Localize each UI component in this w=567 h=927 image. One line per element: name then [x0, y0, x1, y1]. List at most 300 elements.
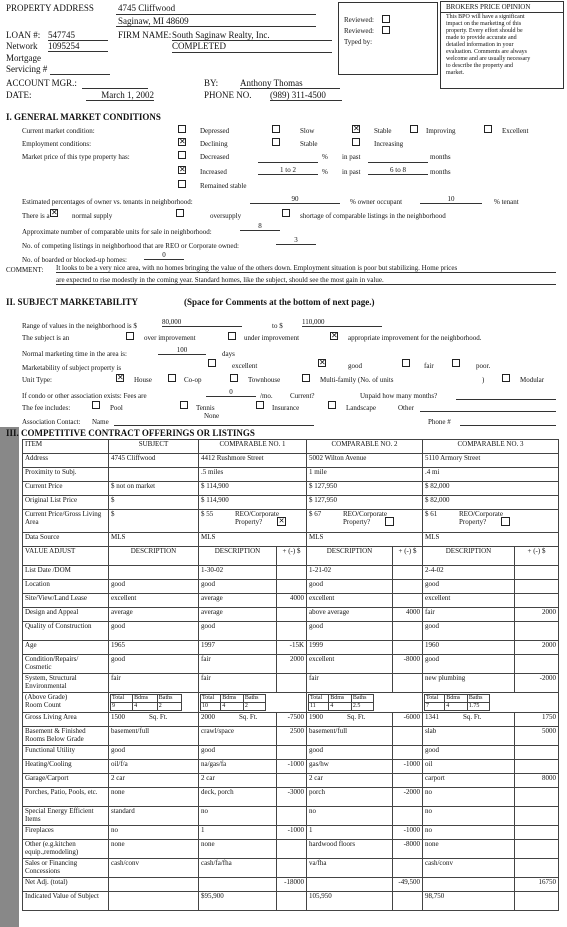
marketability-poor-label: poor.	[476, 362, 491, 370]
adjust-row-label: Porches, Patio, Pools, etc.	[23, 788, 109, 807]
by-value: Anthony Thomas	[240, 78, 340, 89]
multifamily-label: Multi-family (No. of units	[320, 376, 394, 384]
adjust-comp1-amount: 2500	[277, 727, 307, 746]
adjust-comp2-desc: 105,950	[307, 892, 393, 911]
loan-value: 547745	[48, 30, 108, 41]
appropriate-checkbox[interactable]: ✕	[331, 331, 338, 340]
table-row	[23, 608, 559, 622]
reo-corporate-checkbox[interactable]	[385, 517, 394, 526]
current-market-label: Current market condition:	[22, 127, 95, 135]
gla-label: Gross Living Area	[23, 713, 109, 727]
price-gla-value: $ 61	[425, 510, 438, 518]
adjust-comp3-desc: oil	[423, 760, 515, 774]
room-value: 1.75	[467, 703, 489, 711]
adjust-comp3-amount	[515, 840, 559, 859]
improving-checkbox[interactable]	[410, 125, 418, 133]
description-header-subject: DESCRIPTION	[109, 547, 199, 566]
adjust-comp2-desc: no	[307, 807, 393, 826]
gla-value-2	[307, 713, 393, 727]
assoc-phone-label: Phone #	[428, 418, 451, 426]
room-value: 4	[133, 703, 158, 711]
depressed-label: Depressed	[200, 127, 230, 135]
value-adjust-label: VALUE ADJUST	[23, 547, 109, 566]
reo-corporate-checkbox[interactable]: ✕	[278, 517, 285, 525]
adjust-comp3-amount: -2000	[515, 674, 559, 693]
original-price-comp3: $ 82,000	[423, 496, 559, 510]
adjust-comp1-desc: 1997	[199, 641, 277, 655]
address-subject: 4745 Cliffwood	[109, 454, 199, 468]
adjust-comp1-amount: -3000	[277, 788, 307, 807]
adjust-subject: good	[109, 622, 199, 641]
adjust-comp2-amount: 4000	[393, 608, 423, 622]
table-row	[23, 693, 559, 713]
comparable-units: 8	[240, 222, 280, 231]
adjust-comp2-amount: -2000	[393, 788, 423, 807]
reviewed-checkbox-1[interactable]	[382, 15, 390, 23]
bpo-notice-line: detailed information in your	[446, 42, 514, 48]
table-row	[23, 454, 559, 468]
adjust-subject: 2 car	[109, 774, 199, 788]
adjust-comp3-desc: no	[423, 788, 515, 807]
over-improvement-checkbox[interactable]	[126, 332, 134, 340]
adjust-comp2-desc: porch	[307, 788, 393, 807]
table-row	[23, 655, 559, 674]
gla-value-3	[423, 713, 515, 727]
adjust-comp2-desc: fair	[307, 674, 393, 693]
days-label: days	[222, 350, 235, 358]
adjust-comp2-amount	[393, 641, 423, 655]
shortage-label: shortage of comparable listings in the neighborhood	[300, 212, 446, 220]
declining-label: Declining	[200, 140, 228, 148]
table-row	[23, 547, 559, 566]
coop-label: Co-op	[184, 376, 202, 384]
landscape-label: Landscape	[346, 404, 376, 412]
table-row	[23, 892, 559, 911]
adjust-comp3-desc: 98,750	[423, 892, 515, 911]
adjust-comp3-desc: new plumbing	[423, 674, 515, 693]
table-row	[23, 746, 559, 760]
adjust-row-label: Quality of Construction	[23, 622, 109, 641]
typed-by-label: Typed by:	[344, 38, 373, 46]
adjust-comp1-desc: good	[199, 622, 277, 641]
date-value: March 1, 2002	[86, 90, 154, 101]
owner-pct: 90	[250, 195, 340, 204]
shortage-checkbox[interactable]	[282, 209, 290, 217]
adjust-comp1-amount	[277, 892, 307, 911]
current-label: Current?	[290, 392, 315, 400]
adjust-comp2-amount: -49,500	[393, 878, 423, 892]
room-header: Total	[111, 695, 133, 703]
adjust-comp1-amount: -1000	[277, 826, 307, 840]
increased-label: Increased	[200, 168, 227, 176]
gla-sqft-unit: Sq. Ft.	[149, 713, 168, 721]
reviewed-label-2: Reviewed:	[344, 27, 374, 35]
marketability-fair-checkbox[interactable]	[402, 359, 410, 367]
gla-sqft-number: 1500	[111, 713, 125, 721]
bpo-notice-line: evaluation. Comments are always	[446, 49, 527, 55]
townhouse-checkbox[interactable]	[230, 374, 238, 382]
pct-sign-1: %	[322, 153, 328, 161]
modular-label: Modular	[520, 376, 545, 384]
adjust-row-label: Special Energy Efficient Items	[23, 807, 109, 826]
gla-adj-2: -6000	[393, 713, 423, 727]
increased-checkbox[interactable]: ✕	[179, 165, 186, 174]
section2-heading: II. SUBJECT MARKETABILITY	[6, 297, 138, 307]
room-value: 2	[157, 703, 181, 711]
bpo-notice-line: made to provide accurate and	[446, 35, 517, 41]
excellent-checkbox[interactable]	[484, 125, 492, 133]
employment-stable-label: Stable	[300, 140, 318, 148]
unit-type-label: Unit Type:	[22, 376, 52, 384]
bpo-title: BROKERS PRICE OPINION	[446, 3, 531, 11]
room-header: Bdms	[221, 695, 244, 703]
table-row	[23, 727, 559, 746]
table-row	[23, 622, 559, 641]
adjust-comp3-desc: no	[423, 807, 515, 826]
adjust-subject: good	[109, 746, 199, 760]
table-row	[23, 826, 559, 840]
adj-header-comp2: + (-) $	[393, 547, 423, 566]
adjust-comp1-amount	[277, 859, 307, 878]
price-gla-value: $ 55	[201, 510, 214, 518]
price-gla-value: $ 67	[309, 510, 322, 518]
range-low: 80,000	[162, 318, 242, 327]
adjust-row-label: Sales or Financing Concessions	[23, 859, 109, 878]
months-1: months	[430, 153, 451, 161]
property-address-line2: Saginaw, MI 48609	[118, 16, 189, 26]
current-price-label: Current Price	[23, 482, 109, 496]
bpo-notice-line: market.	[446, 70, 465, 76]
data-source-label: Data Source	[23, 533, 109, 547]
over-improvement-label: over improvement	[144, 334, 196, 342]
status-value: COMPLETED	[172, 41, 226, 51]
remained-stable-label: Remained stable	[200, 182, 247, 190]
current-price-subject: $ not on market	[109, 482, 199, 496]
adjust-comp3-amount	[515, 746, 559, 760]
table-row	[23, 641, 559, 655]
adjust-comp2-amount: -1000	[393, 760, 423, 774]
adjust-comp3-amount: 16750	[515, 878, 559, 892]
adjust-comp1-desc: average	[199, 594, 277, 608]
marketability-poor-checkbox[interactable]	[452, 359, 460, 367]
adjust-comp1-desc: fair	[199, 655, 277, 674]
phone-label: PHONE NO.	[204, 90, 252, 100]
landscape-checkbox[interactable]	[328, 401, 336, 409]
adjust-comp3-desc: good	[423, 622, 515, 641]
insurance-checkbox[interactable]	[256, 401, 264, 409]
adjust-comp2-desc: 1-21-02	[307, 566, 393, 580]
adjust-comp1-amount	[277, 807, 307, 826]
adjust-comp2-desc: 1	[307, 826, 393, 840]
section3-heading: III. COMPETITIVE CONTRACT OFFERINGS OR LISTINGS	[6, 428, 255, 438]
adjust-comp2-amount	[393, 746, 423, 760]
adjust-subject: fair	[109, 674, 199, 693]
adjust-comp2-desc: good	[307, 746, 393, 760]
current-price-comp3: $ 82,000	[423, 482, 559, 496]
range-label: Range of values in the neighborhood is $	[22, 322, 137, 330]
adjust-comp1-amount	[277, 566, 307, 580]
in-past-2: in past	[342, 168, 361, 176]
adjust-subject: oil/f/a	[109, 760, 199, 774]
adjust-subject: none	[109, 788, 199, 807]
network-label: Network	[6, 41, 38, 51]
room-header: Total	[201, 695, 221, 703]
under-improvement-checkbox[interactable]	[228, 332, 236, 340]
bpo-notice-line: property. Every effort should be	[446, 28, 523, 34]
room-header: Baths	[157, 695, 181, 703]
depressed-checkbox[interactable]	[178, 125, 186, 133]
slow-label: Slow	[300, 127, 315, 135]
address-comp3: 5110 Armory Street	[423, 454, 559, 468]
tennis-label: Tennis	[196, 404, 215, 412]
reo-corporate-label: REO/Corporate Property?	[459, 510, 503, 526]
original-price-comp1: $ 114,900	[199, 496, 307, 510]
marketability-good-label: good	[348, 362, 362, 370]
employment-stable-checkbox[interactable]	[272, 138, 280, 146]
marketing-time: 100	[158, 346, 206, 355]
adjust-comp2-amount	[393, 727, 423, 746]
current-price-comp1: $ 114,900	[199, 482, 307, 496]
there-is-label: There is a	[22, 212, 50, 220]
room-value: 7	[425, 703, 445, 711]
adjust-comp1-desc: cash/fa/fha	[199, 859, 277, 878]
adjust-row-label: Fireplaces	[23, 826, 109, 840]
room-header: Bdms	[445, 695, 468, 703]
adjust-comp3-amount	[515, 760, 559, 774]
adjust-comp3-amount	[515, 566, 559, 580]
adjust-subject: good	[109, 580, 199, 594]
adjust-comp3-amount: 8000	[515, 774, 559, 788]
adjust-comp1-desc: good	[199, 580, 277, 594]
comment-line-1: It looks to be a very nice area, with no homes bringing the value of the others down. Employment situation is poor but stabilizing. Home prices	[56, 264, 556, 273]
increase-pct: 1 to 2	[258, 166, 318, 175]
price-gla-comp3	[423, 510, 559, 533]
adjust-comp2-desc: good	[307, 622, 393, 641]
col-header-comp3: COMPARABLE NO. 3	[423, 440, 559, 454]
gla-sqft-unit: Sq. Ft.	[463, 713, 482, 721]
adjust-comp1-desc: 1	[199, 826, 277, 840]
current-price-comp2: $ 127,950	[307, 482, 423, 496]
description-header-comp1: DESCRIPTION	[199, 547, 277, 566]
table-row	[23, 594, 559, 608]
data-source-comp1: MLS	[199, 533, 307, 547]
in-past-1: in past	[342, 153, 361, 161]
oversupply-checkbox[interactable]	[176, 209, 184, 217]
adjust-row-label: Condition/Repairs/ Cosmetic	[23, 655, 109, 674]
table-row	[23, 840, 559, 859]
reo-corporate-label: REO/Corporate Property?	[343, 510, 387, 526]
coop-checkbox[interactable]	[168, 374, 176, 382]
table-row	[23, 496, 559, 510]
under-improvement-label: under improvement	[244, 334, 300, 342]
room-value: 2.5	[351, 703, 373, 711]
stable-label: Stable	[374, 127, 392, 135]
adjust-row-label: System, Structural Environmental	[23, 674, 109, 693]
table-row	[23, 774, 559, 788]
adjust-comp2-desc: gas/hw	[307, 760, 393, 774]
assoc-name-value: None	[204, 412, 220, 420]
adjust-comp2-desc: good	[307, 580, 393, 594]
room-header: Total	[425, 695, 445, 703]
adjust-comp2-desc: basement/full	[307, 727, 393, 746]
adjust-row-label: Basement & Finished Rooms Below Grade	[23, 727, 109, 746]
adjust-comp3-desc: good	[423, 655, 515, 674]
adjust-row-label: Net Adj. (total)	[23, 878, 109, 892]
marketability-excellent-checkbox[interactable]	[208, 359, 216, 367]
excellent-label: Excellent	[502, 127, 529, 135]
adjust-subject: 1965	[109, 641, 199, 655]
room-value: 10	[201, 703, 221, 711]
adjust-comp2-desc: 2 car	[307, 774, 393, 788]
original-price-label: Original List Price	[23, 496, 109, 510]
adjust-comp3-amount	[515, 859, 559, 878]
network-value: 1095254	[48, 41, 108, 52]
adjust-subject: cash/conv	[109, 859, 199, 878]
house-checkbox[interactable]: ✕	[117, 373, 124, 382]
above-grade-label: (Above Grade)	[25, 693, 68, 701]
reo-corporate-label: REO/Corporate Property?	[235, 510, 279, 526]
adjust-comp1-desc: average	[199, 608, 277, 622]
modular-checkbox[interactable]	[502, 374, 510, 382]
adjust-row-label: Age	[23, 641, 109, 655]
reo-corporate-checkbox[interactable]	[501, 517, 510, 526]
pool-checkbox[interactable]	[92, 401, 100, 409]
adjust-comp2-desc: excellent	[307, 594, 393, 608]
adjust-comp3-amount: 5000	[515, 727, 559, 746]
marketability-excellent-label: excellent	[232, 362, 258, 370]
table-row	[23, 760, 559, 774]
comparable-units-label: Approximate number of comparable units for sale in neighborhood:	[22, 228, 212, 236]
adjust-comp3-desc: good	[423, 746, 515, 760]
adjust-comp1-desc: good	[199, 746, 277, 760]
insurance-label: Insurance	[272, 404, 300, 412]
adjust-comp2-amount	[393, 566, 423, 580]
room-value: 4	[445, 703, 468, 711]
reviewed-checkbox-2[interactable]	[382, 26, 390, 34]
table-row	[23, 674, 559, 693]
gla-adj-1: -7500	[277, 713, 307, 727]
adjust-comp3-desc: excellent	[423, 594, 515, 608]
normal-supply-checkbox[interactable]: ✕	[51, 208, 58, 217]
property-address-label: PROPERTY ADDRESS	[6, 3, 94, 13]
adjust-comp3-amount	[515, 655, 559, 674]
adjust-comp3-desc: carport	[423, 774, 515, 788]
adjust-comp2-desc: excellent	[307, 655, 393, 674]
reo-label: No. of competing listings in neighborhood that are REO or Corporate owned:	[22, 242, 239, 250]
firm-value: South Saginaw Realty, Inc.	[172, 30, 332, 41]
pool-label: Pool	[110, 404, 123, 412]
marketing-time-label: Normal marketing time in the area is:	[22, 350, 127, 358]
table-row	[23, 807, 559, 826]
tenant-pct: 10	[420, 195, 482, 204]
improving-label: Improving	[426, 127, 456, 135]
price-gla-subject: $	[109, 510, 199, 533]
adjust-row-label: Indicated Value of Subject	[23, 892, 109, 911]
price-gla-comp1	[199, 510, 307, 533]
adjust-comp1-amount: 2000	[277, 655, 307, 674]
adjust-comp3-amount	[515, 788, 559, 807]
adjust-comp2-desc	[307, 878, 393, 892]
adjust-comp1-desc: 1-30-02	[199, 566, 277, 580]
col-header-item: ITEM	[23, 440, 109, 454]
adjust-subject	[109, 892, 199, 911]
adjust-subject: standard	[109, 807, 199, 826]
market-price-label: Market price of this type property has:	[22, 153, 130, 161]
adjust-comp1-desc	[199, 878, 277, 892]
adjust-comp3-amount	[515, 594, 559, 608]
adjust-comp1-amount: -15K	[277, 641, 307, 655]
table-row	[23, 788, 559, 807]
adjust-comp1-amount: 4000	[277, 594, 307, 608]
pct-sign-2: %	[322, 168, 328, 176]
proximity-comp1: .5 miles	[199, 468, 307, 482]
employment-label: Employment conditions:	[22, 140, 92, 148]
gla-sqft-number: 1341	[425, 713, 439, 721]
declining-checkbox[interactable]: ✕	[179, 137, 186, 146]
adjust-subject: excellent	[109, 594, 199, 608]
stable-checkbox[interactable]: ✕	[353, 124, 360, 133]
adjust-subject: basement/full	[109, 727, 199, 746]
room-header: Baths	[243, 695, 265, 703]
normal-supply-label: normal supply	[72, 212, 113, 220]
adjust-comp1-amount	[277, 674, 307, 693]
room-header: Total	[309, 695, 329, 703]
adjust-row-label: Garage/Carport	[23, 774, 109, 788]
adjust-subject: good	[109, 655, 199, 674]
adjust-comp2-amount	[393, 622, 423, 641]
marketability-good-checkbox[interactable]: ✕	[319, 358, 326, 367]
adjust-subject: average	[109, 608, 199, 622]
adjust-comp3-desc: slab	[423, 727, 515, 746]
adjust-comp3-amount	[515, 892, 559, 911]
adjust-comp2-amount	[393, 892, 423, 911]
table-row	[23, 510, 559, 533]
increasing-checkbox[interactable]	[352, 138, 360, 146]
adjust-comp2-amount: -8000	[393, 655, 423, 674]
adjust-comp1-amount	[277, 580, 307, 594]
reo-count: 3	[276, 236, 316, 245]
adjust-comp2-amount	[393, 674, 423, 693]
bpo-notice-line: This BPO will have a significant	[446, 14, 525, 20]
description-header-comp3: DESCRIPTION	[423, 547, 515, 566]
townhouse-label: Townhouse	[248, 376, 281, 384]
subject-is-label: The subject is an	[22, 334, 70, 342]
room-count-0	[109, 693, 199, 713]
adjust-comp1-amount: -18000	[277, 878, 307, 892]
slow-checkbox[interactable]	[272, 125, 280, 133]
decreased-checkbox[interactable]	[178, 151, 186, 159]
adjust-comp1-amount	[277, 622, 307, 641]
adjust-subject	[109, 566, 199, 580]
multifamily-checkbox[interactable]	[302, 374, 310, 382]
adjust-comp2-amount	[393, 807, 423, 826]
room-value: 4	[221, 703, 244, 711]
adjust-comp2-desc: hardwood floors	[307, 840, 393, 859]
adjust-row-label: List Date /DOM	[23, 566, 109, 580]
decreased-label: Decreased	[200, 153, 230, 161]
remained-stable-checkbox[interactable]	[178, 180, 186, 188]
table-row	[23, 580, 559, 594]
tennis-checkbox[interactable]	[180, 401, 188, 409]
condo-label: If condo or other association exists: Fees are	[22, 392, 147, 400]
comment-label: COMMENT:	[6, 266, 44, 274]
gla-sqft-unit: Sq. Ft.	[239, 713, 258, 721]
table-row	[23, 468, 559, 482]
multifamily-close: )	[482, 376, 485, 384]
by-label: BY:	[204, 78, 219, 88]
adjust-comp2-desc: va/fha	[307, 859, 393, 878]
owner-occupant-label: % owner occupant	[350, 198, 403, 206]
